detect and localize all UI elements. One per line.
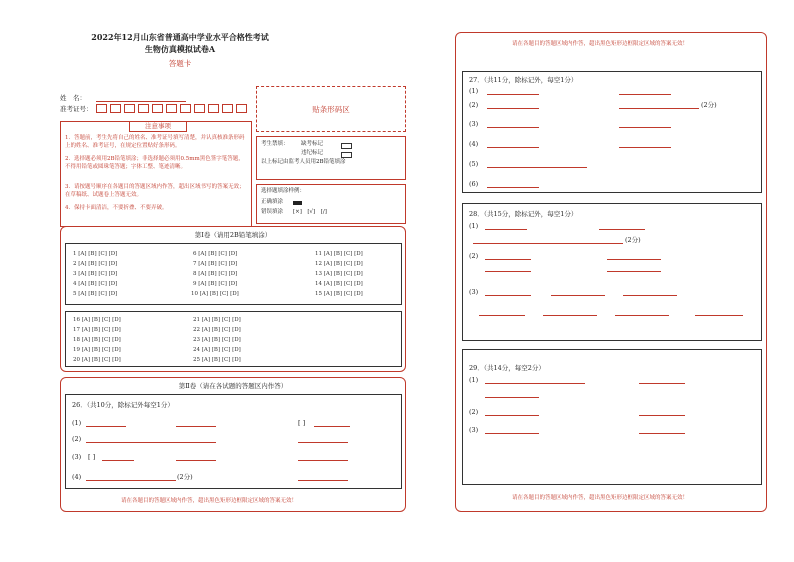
mc-row[interactable]: 20 [A] [B] [C] [D]	[73, 357, 121, 363]
q26-title: 26．（共10分，除标记外每空1分）	[72, 401, 174, 409]
answer-blank[interactable]	[639, 433, 685, 434]
part2-box	[60, 377, 406, 512]
mc-row[interactable]: 5 [A] [B] [C] [D]	[73, 291, 118, 297]
q27-box	[462, 71, 762, 193]
fill-correct-mark	[293, 201, 302, 205]
q28-l1: (1)	[469, 222, 479, 230]
violation-mark-label: 违纪标记	[301, 150, 324, 156]
notice-item-2: 2．选择题必须用2B铅笔填涂；非选择题必须用0.5mm黑色签字笔答题，不得用铅笔或圆珠笔答题；字体工整、笔迹清晰。	[65, 156, 244, 170]
exam-id-label: 准考证号：	[60, 105, 93, 113]
mc-row[interactable]: 4 [A] [B] [C] [D]	[73, 281, 118, 287]
mc-row[interactable]: 21 [A] [B] [C] [D]	[193, 317, 241, 323]
mc-row[interactable]: 25 [A] [B] [C] [D]	[193, 357, 241, 363]
q28-l2: (2)	[469, 252, 479, 260]
right-top-warning: 请在各题目的答题区域内作答，超出黑色矩形边框限定区域的答案无效！	[512, 41, 689, 47]
notice-title: 注意事项	[129, 122, 187, 132]
barcode-label: 贴条形码区	[312, 105, 350, 114]
q27-l3: (3)	[469, 120, 479, 128]
answer-blank[interactable]	[639, 383, 685, 384]
mc-row[interactable]: 9 [A] [B] [C] [D]	[193, 281, 238, 287]
answer-blank[interactable]	[479, 315, 525, 316]
answer-blank[interactable]	[615, 315, 669, 316]
answer-blank[interactable]	[485, 397, 539, 398]
q28-title: 28．（共15分，除标记外，每空1分）	[469, 210, 578, 218]
q27-l4: (4)	[469, 140, 479, 148]
answer-blank[interactable]	[619, 147, 671, 148]
answer-blank[interactable]	[485, 415, 539, 416]
mc-row[interactable]: 1 [A] [B] [C] [D]	[73, 251, 118, 257]
absent-label: 考生禁填：	[261, 141, 289, 147]
answer-blank[interactable]	[607, 271, 661, 272]
q28-l3: (3)	[469, 288, 479, 296]
q27-l5: (5)	[469, 160, 479, 168]
fill-wrong-label: 错误填涂	[261, 209, 284, 215]
answer-blank[interactable]	[551, 295, 605, 296]
answer-blank[interactable]	[619, 94, 671, 95]
answer-blank[interactable]	[473, 243, 623, 244]
q27-l1: (1)	[469, 87, 479, 95]
answer-blank[interactable]	[485, 259, 531, 260]
fill-example-title: 选择题填涂样例：	[261, 188, 306, 194]
mc-row[interactable]: 24 [A] [B] [C] [D]	[193, 347, 241, 353]
answer-blank[interactable]	[487, 127, 539, 128]
mc-row[interactable]: 3 [A] [B] [C] [D]	[73, 271, 118, 277]
answer-blank[interactable]	[623, 295, 677, 296]
mc-row[interactable]: 13 [A] [B] [C] [D]	[315, 271, 363, 277]
answer-blank[interactable]	[487, 94, 539, 95]
violation-mark-box[interactable]	[341, 152, 352, 158]
q26-l3: (3)	[72, 453, 82, 461]
mc-row[interactable]: 16 [A] [B] [C] [D]	[73, 317, 121, 323]
name-label: 姓 名：	[60, 94, 86, 102]
q26-l1: (1)	[72, 419, 82, 427]
answer-blank[interactable]	[314, 426, 350, 427]
mc-row[interactable]: 8 [A] [B] [C] [D]	[193, 271, 238, 277]
answer-blank[interactable]	[639, 415, 685, 416]
answer-blank[interactable]	[485, 271, 531, 272]
q29-box	[462, 349, 762, 485]
answer-blank[interactable]	[485, 295, 531, 296]
answer-blank[interactable]	[599, 229, 645, 230]
absent-note: 以上标记由监考人员用2B铅笔填涂	[261, 159, 346, 165]
q26-bracket: [ ]	[298, 419, 306, 427]
q29-l2: (2)	[469, 408, 479, 416]
q29-l3: (3)	[469, 426, 479, 434]
left-bottom-warning: 请在各题目的答题区域内作答，超出黑色矩形边框限定区域的答案无效！	[121, 498, 298, 504]
mc-row[interactable]: 12 [A] [B] [C] [D]	[315, 261, 363, 267]
answer-blank[interactable]	[695, 315, 743, 316]
fill-wrong-marks: [×] [√] [/]	[293, 209, 327, 215]
barcode-area	[256, 86, 406, 132]
mc-row[interactable]: 15 [A] [B] [C] [D]	[315, 291, 363, 297]
answer-blank[interactable]	[86, 480, 176, 481]
q29-l1: (1)	[469, 376, 479, 384]
answer-blank[interactable]	[176, 426, 216, 427]
q27-l6: (6)	[469, 180, 479, 188]
absent-mark-label: 缺考标记	[301, 141, 324, 147]
q26-l3-bracket: [ ]	[88, 453, 96, 461]
answer-blank[interactable]	[298, 442, 348, 443]
answer-blank[interactable]	[619, 127, 671, 128]
q26-l4: (4)	[72, 473, 82, 481]
answer-blank[interactable]	[485, 229, 527, 230]
q27-l2: (2)	[469, 101, 479, 109]
q28-score: (2分)	[625, 236, 641, 244]
q26-l2: (2)	[72, 435, 82, 443]
mc-row[interactable]: 14 [A] [B] [C] [D]	[315, 281, 363, 287]
mc-row[interactable]: 6 [A] [B] [C] [D]	[193, 251, 238, 257]
notice-item-4: 4．保持卡面清洁，不要折叠、不要弄破。	[65, 205, 168, 211]
answer-blank[interactable]	[487, 187, 539, 188]
mc-row[interactable]: 10 [A] [B] [C] [D]	[191, 291, 239, 297]
q26-score: (2分)	[177, 473, 193, 481]
answer-blank[interactable]	[176, 460, 216, 461]
fill-example-box	[256, 184, 406, 224]
q28-box	[462, 203, 762, 341]
mc-row[interactable]: 23 [A] [B] [C] [D]	[193, 337, 241, 343]
part1-title: 第Ⅰ卷（请用2B铅笔填涂）	[194, 231, 272, 239]
fill-correct-label: 正确填涂	[261, 199, 284, 205]
mc-row[interactable]: 19 [A] [B] [C] [D]	[73, 347, 121, 353]
answer-blank[interactable]	[485, 433, 539, 434]
part2-title: 第Ⅱ卷（请在各试题的答题区内作答）	[178, 382, 288, 390]
mc-row[interactable]: 18 [A] [B] [C] [D]	[73, 337, 121, 343]
absent-box	[256, 136, 406, 180]
name-field[interactable]	[96, 101, 186, 102]
answer-blank[interactable]	[86, 442, 216, 443]
notice-item-3: 3．请按题号顺序在各题目的答题区域内作答，超出区域书写的答案无效；在草稿纸、试题卷上答题无效。	[65, 184, 245, 198]
answer-blank[interactable]	[487, 147, 539, 148]
answer-sheet-label: 答题卡	[168, 59, 192, 68]
q26-box	[65, 394, 402, 489]
q27-title: 27．（共11分，除标记外，每空1分）	[469, 76, 578, 84]
absent-mark-box[interactable]	[341, 143, 352, 149]
part1-box	[60, 226, 406, 372]
notice-item-1: 1．答题前，考生先将自己的姓名、准考证号填写清楚，并认真核准条形码上的姓名、准考证号，在规定位置贴好条形码。	[65, 135, 245, 149]
answer-blank[interactable]	[543, 315, 597, 316]
mc-row[interactable]: 17 [A] [B] [C] [D]	[73, 327, 121, 333]
exam-subtitle: 生物仿真模拟试卷A	[144, 44, 216, 54]
answer-blank[interactable]	[86, 426, 126, 427]
mc-row[interactable]: 2 [A] [B] [C] [D]	[73, 261, 118, 267]
q27-score: (2分)	[701, 101, 717, 109]
mc-row[interactable]: 22 [A] [B] [C] [D]	[193, 327, 241, 333]
answer-blank[interactable]	[298, 460, 348, 461]
right-bottom-warning: 请在各题目的答题区域内作答，超出黑色矩形边框限定区域的答案无效！	[512, 495, 689, 501]
exam-title: 2022年12月山东省普通高中学业水平合格性考试	[91, 32, 269, 42]
answer-blank[interactable]	[487, 108, 539, 109]
answer-blank[interactable]	[485, 383, 585, 384]
answer-blank[interactable]	[102, 460, 134, 461]
right-page-box	[455, 32, 767, 512]
mc-row[interactable]: 7 [A] [B] [C] [D]	[193, 261, 238, 267]
mc-row[interactable]: 11 [A] [B] [C] [D]	[315, 251, 363, 257]
q29-title: 29．（共14分，每空2分）	[469, 364, 545, 372]
answer-blank[interactable]	[607, 259, 661, 260]
notice-box	[60, 121, 252, 227]
answer-blank[interactable]	[487, 167, 587, 168]
answer-blank[interactable]	[619, 108, 699, 109]
answer-blank[interactable]	[298, 480, 348, 481]
